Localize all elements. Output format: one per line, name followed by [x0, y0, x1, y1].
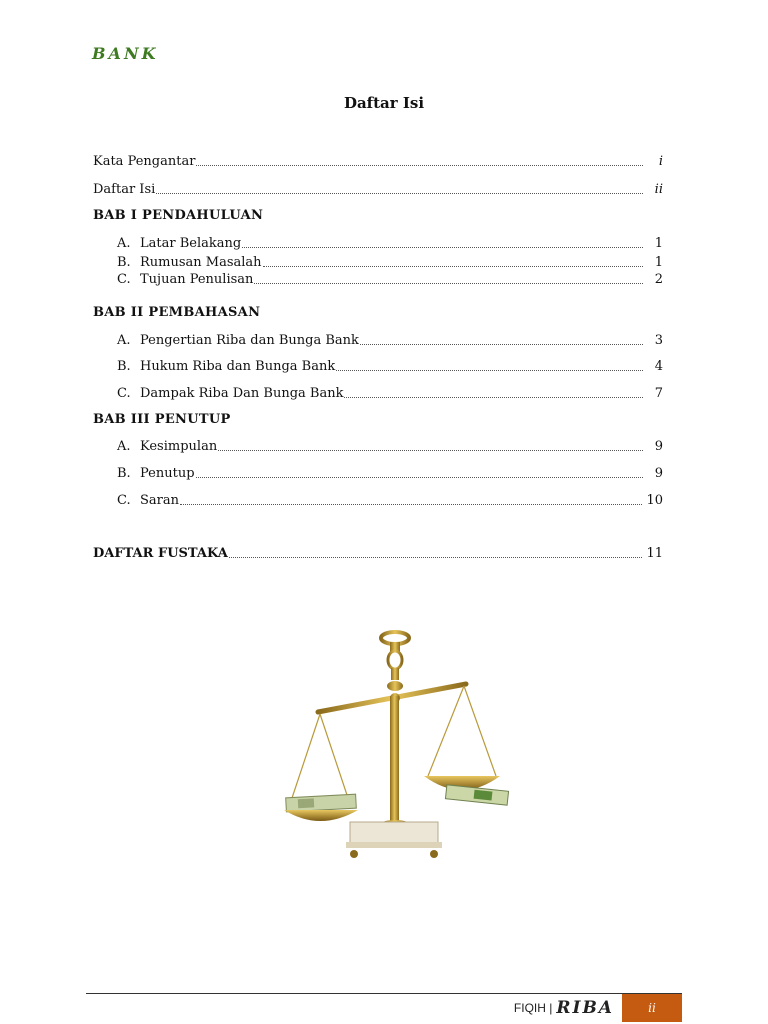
toc-letter: C. [117, 272, 131, 287]
toc-page-number: 9 [654, 439, 663, 454]
toc-letter: C. [117, 493, 131, 508]
footer-label [514, 998, 614, 1018]
toc-entry-kata-pengantar[interactable] [93, 154, 663, 170]
toc-page-number: 2 [654, 272, 663, 287]
toc-page-number: ii [654, 182, 663, 197]
toc-label: Kesimpulan [140, 439, 218, 454]
toc-label: Tujuan Penulisan [140, 272, 254, 287]
toc-leader-dots [218, 449, 643, 451]
toc-leader-dots [336, 369, 643, 371]
toc-entry-pengertian-riba[interactable] [117, 333, 663, 349]
toc-label: Dampak Riba Dan Bunga Bank [140, 386, 344, 401]
toc-letter: C. [117, 386, 131, 401]
toc-page-number: 1 [654, 255, 663, 270]
footer-rule [86, 993, 682, 994]
toc-leader-dots [242, 246, 643, 248]
toc-heading-bab3[interactable]: BAB III PENUTUP [93, 412, 231, 427]
toc-entry-daftar-isi[interactable] [93, 182, 663, 198]
toc-label: DAFTAR FUSTAKA [93, 546, 228, 561]
toc-leader-dots [344, 396, 643, 398]
toc-label: Rumusan Masalah [140, 255, 262, 270]
toc-letter: B. [117, 466, 131, 481]
toc-leader-dots [196, 164, 643, 166]
toc-entry-hukum-riba[interactable] [117, 359, 663, 375]
toc-page-number: 3 [654, 333, 663, 348]
page-title: Daftar Isi [343, 94, 425, 112]
toc-entry-dampak-riba[interactable] [117, 386, 663, 402]
footer-fiqih: FIQIH | [513, 1001, 553, 1015]
toc-entry-latar-belakang[interactable] [117, 236, 663, 252]
toc-leader-dots [229, 556, 643, 558]
toc-heading-bab1[interactable]: BAB I PENDAHULUAN [93, 208, 264, 223]
toc-leader-dots [254, 282, 643, 284]
toc-page-number: i [658, 154, 663, 169]
toc-label: Kata Pengantar [93, 154, 196, 169]
balance-scale-icon [278, 626, 518, 866]
toc-letter: B. [117, 359, 131, 374]
toc-label: Hukum Riba dan Bunga Bank [140, 359, 336, 374]
toc-letter: B. [117, 255, 131, 270]
toc-label: Saran [140, 493, 179, 508]
toc-page-number: 4 [654, 359, 663, 374]
toc-label: Pengertian Riba dan Bunga Bank [140, 333, 359, 348]
footer-riba: RIBA [556, 998, 614, 1018]
header-mark: BANK [92, 44, 159, 63]
toc-leader-dots [180, 503, 642, 505]
toc-page-number: 10 [646, 493, 663, 508]
toc-label: Penutup [140, 466, 195, 481]
toc-letter: A. [117, 236, 131, 251]
toc-entry-saran[interactable] [117, 493, 663, 509]
toc-entry-daftar-fustaka[interactable] [93, 546, 663, 562]
toc-heading-bab2[interactable]: BAB II PEMBAHASAN [93, 305, 261, 320]
toc-label: Daftar Isi [93, 182, 156, 197]
toc-page-number: 1 [654, 236, 663, 251]
toc-entry-rumusan-masalah[interactable] [117, 255, 663, 271]
toc-entry-kesimpulan[interactable] [117, 439, 663, 455]
toc-leader-dots [360, 343, 643, 345]
toc-letter: A. [117, 439, 131, 454]
toc-page-number: 7 [654, 386, 663, 401]
toc-letter: A. [117, 333, 131, 348]
toc-entry-penutup[interactable] [117, 466, 663, 482]
toc-leader-dots [263, 265, 643, 267]
toc-leader-dots [196, 476, 643, 478]
toc-label: Latar Belakang [140, 236, 242, 251]
footer-page-number: ii [622, 994, 682, 1022]
toc-page-number: 9 [654, 466, 663, 481]
toc-entry-tujuan-penulisan[interactable] [117, 272, 663, 288]
toc-leader-dots [156, 192, 643, 194]
toc-page-number: 11 [646, 546, 663, 561]
